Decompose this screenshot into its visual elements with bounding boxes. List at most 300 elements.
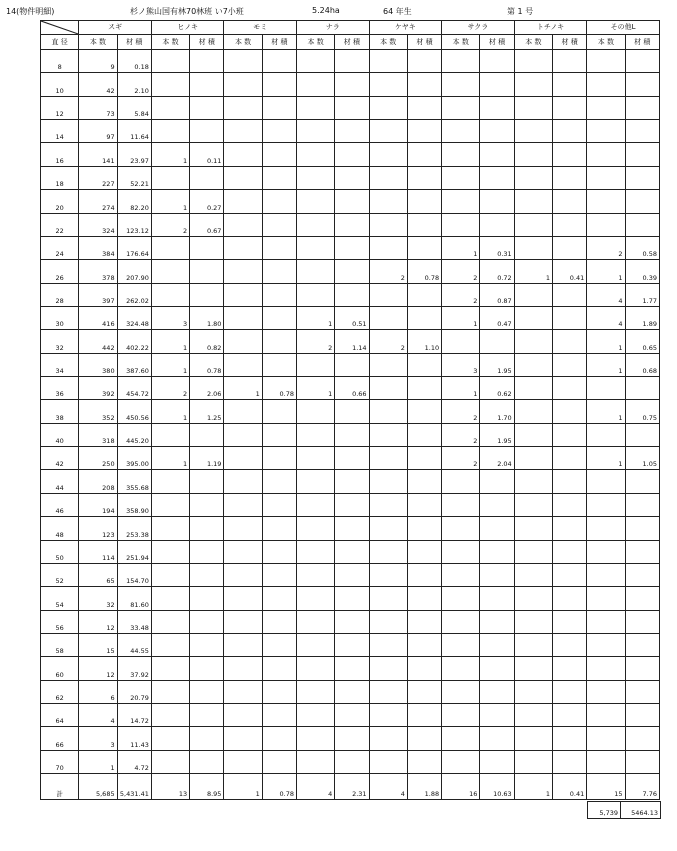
volume-cell xyxy=(480,470,514,493)
count-cell: 42 xyxy=(79,73,117,96)
volume-cell xyxy=(407,96,441,119)
volume-cell xyxy=(407,423,441,446)
volume-cell xyxy=(552,120,586,143)
volume-cell xyxy=(335,470,369,493)
count-cell xyxy=(151,633,189,656)
volume-cell xyxy=(480,610,514,633)
volume-cell: 0.18 xyxy=(117,50,151,73)
diameter-cell: 58 xyxy=(41,633,79,656)
volume-cell: 176.64 xyxy=(117,236,151,259)
count-cell: 2 xyxy=(442,423,480,446)
count-cell xyxy=(296,680,334,703)
count-cell xyxy=(369,750,407,773)
volume-cell xyxy=(480,540,514,563)
count-cell: 13 xyxy=(151,774,189,800)
count-cell xyxy=(296,610,334,633)
count-cell xyxy=(151,657,189,680)
count-header: 本 数 xyxy=(587,35,625,50)
count-cell xyxy=(442,50,480,73)
volume-cell xyxy=(552,610,586,633)
table-row xyxy=(41,166,660,189)
count-cell xyxy=(587,727,625,750)
count-cell xyxy=(587,540,625,563)
volume-cell xyxy=(190,283,224,306)
volume-cell: 37.92 xyxy=(117,657,151,680)
count-cell xyxy=(296,633,334,656)
volume-cell xyxy=(552,633,586,656)
count-cell xyxy=(442,680,480,703)
table-row xyxy=(41,143,660,166)
count-cell xyxy=(151,680,189,703)
count-cell: 1 xyxy=(442,306,480,329)
table-row xyxy=(41,423,660,446)
count-cell xyxy=(296,73,334,96)
volume-cell xyxy=(480,587,514,610)
volume-cell: 0.78 xyxy=(190,353,224,376)
volume-cell xyxy=(552,680,586,703)
diameter-cell: 60 xyxy=(41,657,79,680)
volume-cell xyxy=(190,633,224,656)
volume-cell xyxy=(407,213,441,236)
volume-cell: 0.11 xyxy=(190,143,224,166)
volume-cell xyxy=(625,50,659,73)
volume-cell xyxy=(190,73,224,96)
volume-cell xyxy=(552,330,586,353)
volume-cell: 1.19 xyxy=(190,447,224,470)
count-cell xyxy=(369,377,407,400)
count-cell: 3 xyxy=(79,727,117,750)
volume-cell xyxy=(335,540,369,563)
count-cell xyxy=(224,283,262,306)
volume-cell xyxy=(335,50,369,73)
diameter-cell: 22 xyxy=(41,213,79,236)
count-cell: 12 xyxy=(79,610,117,633)
count-cell xyxy=(296,423,334,446)
count-cell: 2 xyxy=(442,400,480,423)
count-cell xyxy=(296,470,334,493)
volume-cell xyxy=(480,517,514,540)
count-cell xyxy=(224,704,262,727)
volume-cell xyxy=(335,493,369,516)
diameter-header: 直 径 xyxy=(41,35,79,50)
volume-cell xyxy=(407,190,441,213)
volume-cell xyxy=(625,166,659,189)
count-cell xyxy=(514,166,552,189)
volume-cell xyxy=(335,704,369,727)
volume-cell xyxy=(335,260,369,283)
volume-cell: 450.56 xyxy=(117,400,151,423)
volume-cell: 0.39 xyxy=(625,260,659,283)
volume-cell xyxy=(407,306,441,329)
diameter-cell: 64 xyxy=(41,704,79,727)
volume-cell: 0.68 xyxy=(625,353,659,376)
table-row xyxy=(41,470,660,493)
volume-cell: 23.97 xyxy=(117,143,151,166)
volume-cell: 2.06 xyxy=(190,377,224,400)
count-cell xyxy=(151,727,189,750)
count-cell xyxy=(514,400,552,423)
volume-cell: 0.41 xyxy=(552,774,586,800)
count-cell: 1 xyxy=(151,447,189,470)
count-cell xyxy=(442,166,480,189)
volume-cell xyxy=(625,190,659,213)
table-row xyxy=(41,727,660,750)
count-cell xyxy=(587,73,625,96)
count-cell xyxy=(514,190,552,213)
volume-cell xyxy=(552,190,586,213)
volume-cell: 1.70 xyxy=(480,400,514,423)
count-cell xyxy=(514,73,552,96)
timber-volume-table xyxy=(40,20,660,800)
table-row xyxy=(41,493,660,516)
count-cell xyxy=(369,283,407,306)
count-cell xyxy=(514,517,552,540)
count-cell xyxy=(151,50,189,73)
count-cell xyxy=(442,563,480,586)
volume-cell xyxy=(190,704,224,727)
count-cell: 15 xyxy=(79,633,117,656)
count-cell xyxy=(224,260,262,283)
volume-cell xyxy=(552,143,586,166)
volume-cell: 0.58 xyxy=(625,236,659,259)
count-cell xyxy=(442,213,480,236)
count-cell: 4 xyxy=(587,283,625,306)
count-cell xyxy=(296,143,334,166)
count-cell: 1 xyxy=(79,750,117,773)
count-cell xyxy=(151,96,189,119)
count-cell: 141 xyxy=(79,143,117,166)
count-cell xyxy=(151,587,189,610)
count-cell xyxy=(296,750,334,773)
count-cell xyxy=(151,283,189,306)
count-cell xyxy=(369,213,407,236)
table-row xyxy=(41,190,660,213)
age-label: 64 年生 xyxy=(383,7,412,16)
volume-cell xyxy=(262,330,296,353)
volume-cell xyxy=(262,400,296,423)
volume-cell xyxy=(407,353,441,376)
volume-cell xyxy=(552,400,586,423)
volume-cell xyxy=(190,166,224,189)
count-cell: 378 xyxy=(79,260,117,283)
count-cell xyxy=(369,96,407,119)
volume-cell: 10.63 xyxy=(480,774,514,800)
count-cell xyxy=(442,96,480,119)
count-cell xyxy=(514,727,552,750)
volume-cell xyxy=(335,563,369,586)
count-cell: 1 xyxy=(151,330,189,353)
volume-cell xyxy=(335,680,369,703)
volume-cell xyxy=(480,680,514,703)
count-cell xyxy=(442,540,480,563)
diameter-cell: 計 xyxy=(41,774,79,800)
volume-cell: 154.70 xyxy=(117,563,151,586)
count-header: 本 数 xyxy=(79,35,117,50)
count-cell xyxy=(369,166,407,189)
count-cell xyxy=(442,143,480,166)
volume-cell: 0.78 xyxy=(262,774,296,800)
table-row xyxy=(41,213,660,236)
count-cell xyxy=(514,633,552,656)
count-cell xyxy=(514,96,552,119)
volume-cell xyxy=(190,657,224,680)
table-row xyxy=(41,283,660,306)
count-cell: 123 xyxy=(79,517,117,540)
count-cell: 5,685 xyxy=(79,774,117,800)
volume-cell xyxy=(335,190,369,213)
volume-cell xyxy=(625,704,659,727)
count-cell xyxy=(224,727,262,750)
volume-cell xyxy=(480,563,514,586)
count-cell: 1 xyxy=(587,400,625,423)
volume-cell xyxy=(262,143,296,166)
volume-cell xyxy=(262,260,296,283)
diameter-cell: 8 xyxy=(41,50,79,73)
count-cell xyxy=(442,330,480,353)
count-cell: 208 xyxy=(79,470,117,493)
count-cell: 4 xyxy=(79,704,117,727)
count-cell: 2 xyxy=(151,213,189,236)
count-cell: 3 xyxy=(151,306,189,329)
count-cell xyxy=(369,680,407,703)
count-cell: 1 xyxy=(296,377,334,400)
count-cell xyxy=(442,657,480,680)
volume-cell xyxy=(625,587,659,610)
volume-cell: 2.04 xyxy=(480,447,514,470)
count-cell xyxy=(224,143,262,166)
count-cell xyxy=(296,400,334,423)
area-label: 5.24ha xyxy=(312,6,340,15)
count-cell xyxy=(151,704,189,727)
volume-cell xyxy=(625,517,659,540)
document-header xyxy=(0,3,677,19)
count-cell xyxy=(514,330,552,353)
count-cell xyxy=(369,540,407,563)
volume-cell xyxy=(262,423,296,446)
volume-cell: 0.78 xyxy=(407,260,441,283)
count-cell xyxy=(587,143,625,166)
count-cell xyxy=(369,400,407,423)
volume-cell xyxy=(190,260,224,283)
count-cell xyxy=(369,447,407,470)
volume-cell xyxy=(335,283,369,306)
volume-cell: 33.48 xyxy=(117,610,151,633)
volume-header: 材 積 xyxy=(552,35,586,50)
count-cell xyxy=(296,120,334,143)
diameter-cell: 38 xyxy=(41,400,79,423)
volume-cell xyxy=(190,470,224,493)
count-cell: 2 xyxy=(151,377,189,400)
volume-cell: 1.89 xyxy=(625,306,659,329)
count-cell: 324 xyxy=(79,213,117,236)
total-row xyxy=(41,774,660,800)
volume-cell xyxy=(335,610,369,633)
table-row xyxy=(41,73,660,96)
count-cell: 227 xyxy=(79,166,117,189)
count-cell xyxy=(224,306,262,329)
volume-cell xyxy=(335,517,369,540)
volume-cell xyxy=(262,166,296,189)
volume-cell: 52.21 xyxy=(117,166,151,189)
diameter-cell: 36 xyxy=(41,377,79,400)
volume-cell xyxy=(262,447,296,470)
count-cell: 114 xyxy=(79,540,117,563)
count-cell xyxy=(369,190,407,213)
volume-cell xyxy=(552,447,586,470)
count-cell xyxy=(442,750,480,773)
volume-cell: 251.94 xyxy=(117,540,151,563)
volume-header: 材 積 xyxy=(190,35,224,50)
volume-cell: 0.67 xyxy=(190,213,224,236)
volume-cell: 5.84 xyxy=(117,96,151,119)
table-row xyxy=(41,330,660,353)
count-cell xyxy=(587,493,625,516)
volume-cell xyxy=(335,96,369,119)
count-cell xyxy=(514,306,552,329)
count-cell xyxy=(587,120,625,143)
volume-cell: 1.80 xyxy=(190,306,224,329)
volume-cell xyxy=(480,50,514,73)
species-header: スギ xyxy=(79,21,152,35)
volume-cell xyxy=(480,213,514,236)
count-cell xyxy=(151,120,189,143)
count-cell xyxy=(587,563,625,586)
count-cell: 1 xyxy=(587,330,625,353)
volume-cell xyxy=(262,750,296,773)
volume-cell xyxy=(407,657,441,680)
volume-cell xyxy=(625,73,659,96)
count-cell: 2 xyxy=(442,283,480,306)
count-cell xyxy=(514,213,552,236)
count-cell xyxy=(151,470,189,493)
species-header-row xyxy=(41,21,660,35)
volume-cell: 387.60 xyxy=(117,353,151,376)
count-cell xyxy=(224,610,262,633)
count-cell xyxy=(296,447,334,470)
volume-cell xyxy=(262,73,296,96)
count-cell xyxy=(224,236,262,259)
count-cell xyxy=(224,353,262,376)
count-cell xyxy=(224,563,262,586)
volume-cell xyxy=(262,96,296,119)
count-cell: 16 xyxy=(442,774,480,800)
volume-cell xyxy=(480,493,514,516)
volume-cell xyxy=(190,750,224,773)
count-cell xyxy=(514,750,552,773)
table-row xyxy=(41,680,660,703)
count-cell xyxy=(151,166,189,189)
volume-cell xyxy=(190,540,224,563)
count-cell xyxy=(296,657,334,680)
count-cell xyxy=(442,120,480,143)
volume-cell xyxy=(262,213,296,236)
count-cell xyxy=(514,680,552,703)
species-header: ナラ xyxy=(296,21,369,35)
volume-cell xyxy=(335,587,369,610)
count-cell: 2 xyxy=(587,236,625,259)
volume-cell xyxy=(552,306,586,329)
table-row xyxy=(41,400,660,423)
volume-cell xyxy=(262,353,296,376)
count-cell: 392 xyxy=(79,377,117,400)
count-cell xyxy=(514,563,552,586)
count-cell xyxy=(369,587,407,610)
volume-cell xyxy=(407,517,441,540)
grand-total-box xyxy=(587,801,661,819)
count-cell xyxy=(224,96,262,119)
table-row xyxy=(41,517,660,540)
volume-cell: 395.00 xyxy=(117,447,151,470)
table-row xyxy=(41,353,660,376)
count-cell xyxy=(587,470,625,493)
count-cell xyxy=(442,190,480,213)
volume-cell xyxy=(552,657,586,680)
diameter-cell: 50 xyxy=(41,540,79,563)
table-row xyxy=(41,704,660,727)
count-cell xyxy=(514,236,552,259)
volume-cell xyxy=(407,120,441,143)
count-cell: 1 xyxy=(442,377,480,400)
volume-cell xyxy=(407,50,441,73)
volume-cell: 1.88 xyxy=(407,774,441,800)
count-cell xyxy=(587,517,625,540)
volume-cell xyxy=(407,540,441,563)
count-cell xyxy=(514,143,552,166)
volume-cell: 0.72 xyxy=(480,260,514,283)
volume-cell xyxy=(407,470,441,493)
volume-cell xyxy=(262,587,296,610)
count-cell xyxy=(587,680,625,703)
volume-cell xyxy=(480,750,514,773)
count-cell xyxy=(369,470,407,493)
count-cell xyxy=(442,633,480,656)
count-header: 本 数 xyxy=(514,35,552,50)
volume-cell xyxy=(407,236,441,259)
grand-total-volume: 5464.13 xyxy=(621,802,661,819)
count-cell xyxy=(514,657,552,680)
volume-cell: 1.05 xyxy=(625,447,659,470)
count-cell xyxy=(442,704,480,727)
volume-cell xyxy=(407,680,441,703)
table-row xyxy=(41,610,660,633)
count-cell xyxy=(514,120,552,143)
count-cell xyxy=(587,166,625,189)
count-header: 本 数 xyxy=(296,35,334,50)
volume-cell xyxy=(625,563,659,586)
volume-cell: 0.87 xyxy=(480,283,514,306)
count-cell xyxy=(587,657,625,680)
volume-cell xyxy=(407,493,441,516)
count-cell xyxy=(587,190,625,213)
count-cell: 12 xyxy=(79,657,117,680)
volume-cell xyxy=(552,50,586,73)
volume-cell: 0.27 xyxy=(190,190,224,213)
volume-cell xyxy=(552,353,586,376)
corner-cell xyxy=(41,21,79,35)
count-cell xyxy=(587,587,625,610)
count-cell xyxy=(296,166,334,189)
volume-header: 材 積 xyxy=(625,35,659,50)
count-cell xyxy=(151,73,189,96)
volume-cell: 445.20 xyxy=(117,423,151,446)
diameter-cell: 10 xyxy=(41,73,79,96)
volume-cell: 0.78 xyxy=(262,377,296,400)
count-cell xyxy=(296,50,334,73)
volume-cell xyxy=(625,610,659,633)
count-cell: 97 xyxy=(79,120,117,143)
count-cell xyxy=(224,470,262,493)
volume-cell: 1.25 xyxy=(190,400,224,423)
